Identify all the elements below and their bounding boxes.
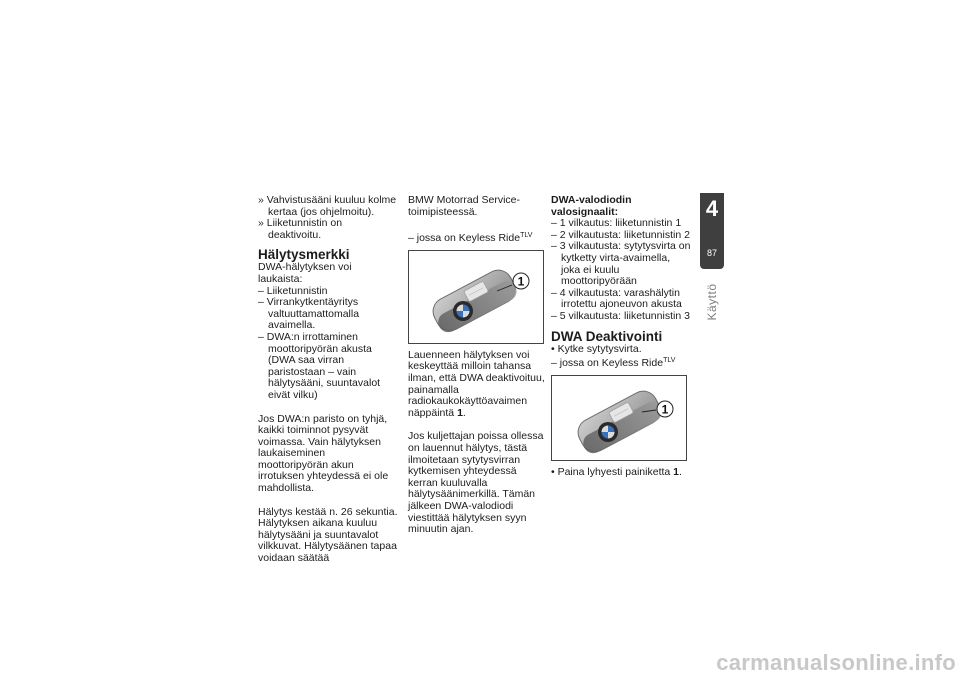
remote-key-fob-icon — [409, 251, 543, 343]
keyless-ride-text: – jossa on Keyless Ride — [551, 357, 664, 370]
led-signal-item: – 4 vilkautusta: varashälytin irrotettu ajoneuvon akusta — [551, 286, 682, 311]
remote-key-fob-icon — [552, 376, 686, 460]
chapter-name: Käyttö — [705, 283, 719, 321]
column-1 — [258, 195, 398, 565]
ignition-step: • Kytke sytytysvirta. — [551, 342, 642, 355]
chapter-tab — [700, 193, 724, 269]
column-3 — [551, 195, 691, 478]
keyless-ride-text: – jossa on Keyless Ride — [408, 232, 521, 245]
interrupt-alarm-paragraph: Lauenneen hälytyksen voi keskeyttää milloin tahansa ilman, että DWA deaktivoituu, painamalla radiokaukokäyttöavaimen näppäintä 1. — [408, 348, 545, 419]
led-signal-item: – 2 vilkautusta: liiketunnistin 2 — [551, 228, 690, 241]
alarm-signal-heading: Hälytysmerkki — [258, 247, 350, 263]
led-signals-heading: DWA-valodiodin valosignaalit: — [551, 194, 632, 218]
alarm-trigger-intro: DWA-hälytyksen voi laukaista: — [258, 261, 352, 285]
press-button-step: • Paina lyhyesti painiketta 1. — [551, 465, 682, 478]
button-reference: 1 — [457, 406, 463, 419]
watermark: carmanualsonline.info — [716, 650, 956, 675]
remote-key-figure — [408, 250, 544, 344]
page-number: 87 — [706, 248, 717, 258]
figure-callout-1: 1 — [661, 402, 669, 417]
led-signal-item: – 1 vilkautus: liiketunnistin 1 — [551, 217, 682, 230]
chapter-number: 4 — [705, 196, 719, 221]
press-button-text: • Paina lyhyesti painiketta — [551, 465, 671, 478]
button-reference: 1 — [673, 465, 680, 478]
keyless-ride-line — [551, 355, 691, 370]
dwa-deactivation-heading: DWA Deaktivointi — [551, 328, 663, 344]
alarm-trigger-item: – Virrankytkentäyritys valtuuttamattomalla avaimella. — [258, 296, 360, 332]
led-signal-item: – 5 vilkautusta: liiketunnistin 3 — [551, 309, 690, 322]
motion-sensor-deactivated-line: » Liiketunnistin on deaktivoitu. — [258, 217, 343, 241]
remote-key-figure — [551, 375, 687, 461]
confirmation-tone-line: » Vahvistusääni kuuluu kolme kertaa (jos ohjelmoitu). — [258, 194, 397, 218]
alarm-trigger-item: – Liiketunnistin — [258, 284, 328, 297]
alarm-duration-paragraph: Hälytys kestää n. 26 sekuntia. Hälytyksen aikana kuuluu hälytysääni ja suuntavalot vilkkuvat. Hälytysäänen tapaa voidaan säätää — [258, 505, 398, 565]
chapter-label — [692, 278, 732, 326]
service-continuation: BMW Motorrad Service-toimipisteessä. — [408, 194, 521, 218]
led-signal-item: – 3 vilkautusta: sytytysvirta on kytketty virta-avaimella, joka ei kuulu moottoripyörään — [551, 240, 691, 288]
interrupt-alarm-text: Lauenneen hälytyksen voi keskeyttää milloin tahansa ilman, että DWA deaktivoituu, painamalla radiokaukokäyttöavaimen näppäintä — [408, 348, 545, 419]
battery-paragraph: Jos DWA:n paristo on tyhjä, kaikki toiminnot pysyvät voimassa. Vain hälytyksen laukaiseminen moottoripyörän akun irrotuksen yhteydessä ei ole mahdollista. — [258, 412, 389, 495]
keyless-ride-superscript: TLV — [520, 232, 533, 240]
column-2 — [408, 195, 548, 536]
absent-alarm-paragraph: Jos kuljettajan poissa ollessa on lauennut hälytys, tästä ilmoitetaan sytytysvirran kytkemisen yhteydessä kerran kuuluvalla hälytysäänimerkillä. Tämän jälkeen DWA-valodiodi viestittää hälytyksen syyn minuutin ajan. — [408, 430, 544, 536]
alarm-trigger-item: – DWA:n irrottaminen moottoripyörän akusta (DWA saa virran paristostaan – vain hälytysääni, suuntavalot eivät vilku) — [258, 330, 381, 401]
keyless-ride-line — [408, 230, 548, 245]
keyless-ride-superscript: TLV — [663, 357, 676, 365]
figure-callout-1: 1 — [517, 274, 525, 289]
